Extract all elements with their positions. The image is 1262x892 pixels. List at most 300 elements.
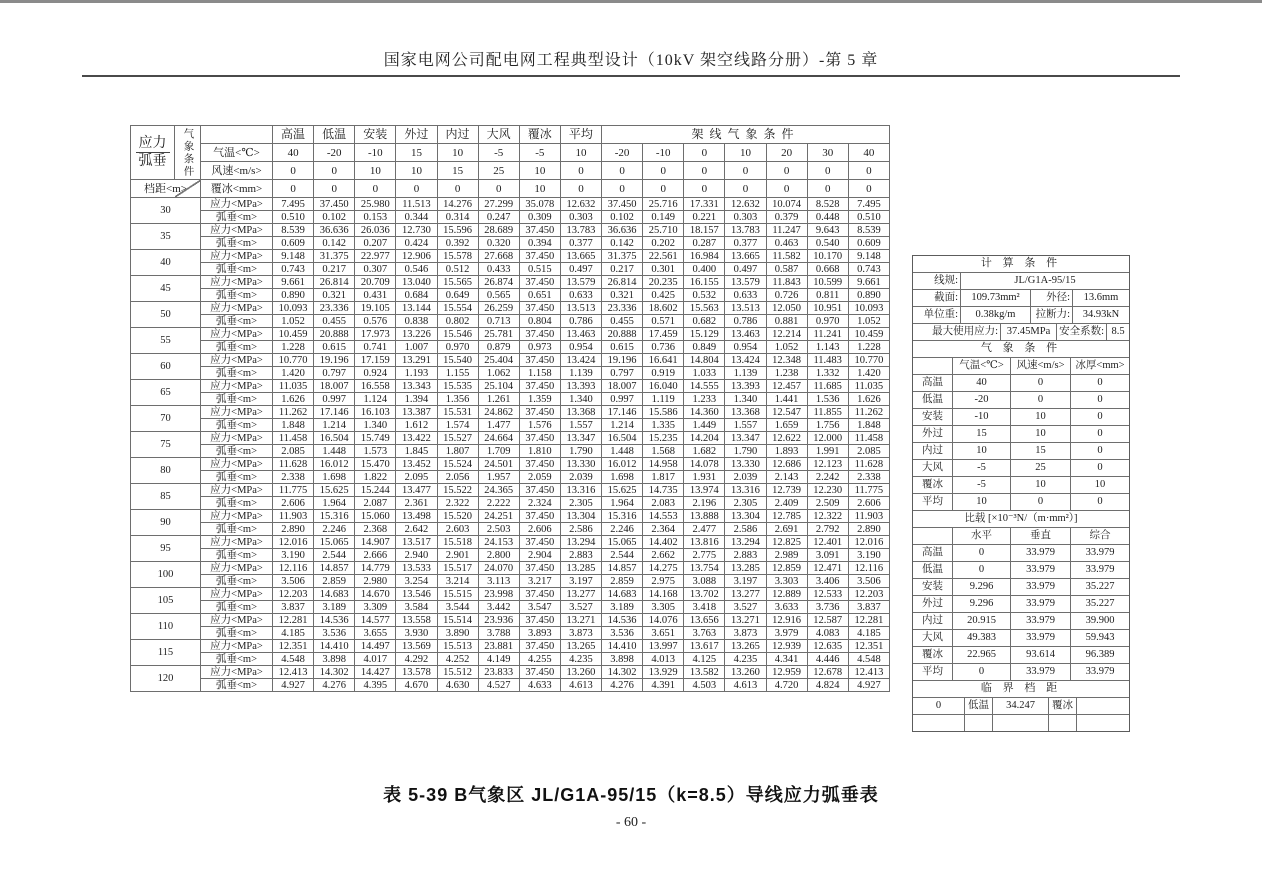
sag-row-label: 弧垂<m>	[201, 393, 273, 406]
sag-value-cell: 4.292	[396, 653, 437, 666]
span-value-cell: 30	[131, 198, 201, 224]
temperature-value-cell: -20	[314, 144, 355, 162]
sag-value-cell: 0.797	[602, 367, 643, 380]
sag-value-cell: 1.420	[273, 367, 314, 380]
sag-value-cell: 0.102	[314, 211, 355, 224]
header-row-ice	[131, 180, 890, 198]
sag-value-cell: 1.893	[766, 445, 807, 458]
calc-conditions-title	[913, 256, 1129, 273]
sag-value-cell: 1.233	[684, 393, 725, 406]
stress-value-cell: 13.533	[396, 562, 437, 575]
sag-row-label: 弧垂<m>	[201, 211, 273, 224]
temperature-value-cell: -20	[602, 144, 643, 162]
stress-value-cell: 20.888	[314, 328, 355, 341]
specific-load-data-row-cell: 33.979	[1011, 596, 1071, 612]
sag-value-cell: 0.307	[355, 263, 396, 276]
calc-condition-row-cell: 外径:	[1031, 290, 1073, 306]
sag-row-label: 弧垂<m>	[201, 367, 273, 380]
stringing-conditions-header: 架线气象条件	[602, 126, 890, 144]
sag-value-cell: 2.143	[766, 471, 807, 484]
stress-value-cell: 9.148	[273, 250, 314, 263]
stress-value-cell: 11.483	[807, 354, 848, 367]
sag-value-cell: 2.606	[273, 497, 314, 510]
stress-value-cell: 10.170	[807, 250, 848, 263]
ice-value-cell: 0	[273, 180, 314, 198]
stress-value-cell: 13.617	[684, 640, 725, 653]
stress-value-cell: 15.513	[437, 640, 478, 653]
stress-value-cell: 13.368	[560, 406, 601, 419]
sag-value-cell: 2.246	[314, 523, 355, 536]
stress-value-cell: 23.833	[478, 666, 519, 679]
sag-value-cell: 4.630	[437, 679, 478, 692]
stress-value-cell: 12.906	[396, 250, 437, 263]
specific-load-data-row-cell: 9.296	[953, 596, 1011, 612]
sag-value-cell: 1.848	[848, 419, 889, 432]
sag-value-cell: 0.433	[478, 263, 519, 276]
stress-value-cell: 12.016	[848, 536, 889, 549]
weather-data-row	[913, 443, 1129, 460]
stress-value-cell: 9.661	[848, 276, 889, 289]
stress-data-row	[131, 224, 890, 237]
sag-value-cell: 0.997	[602, 393, 643, 406]
critical-span-row-cell	[1077, 698, 1129, 714]
sag-value-cell: 4.185	[848, 627, 889, 640]
sag-value-cell: 0.615	[602, 341, 643, 354]
sag-value-cell: 4.013	[643, 653, 684, 666]
stress-value-cell: 13.304	[725, 510, 766, 523]
sag-value-cell: 2.338	[848, 471, 889, 484]
stress-row-label: 应力<MPa>	[201, 640, 273, 653]
stress-value-cell: 14.276	[437, 198, 478, 211]
weather-conditions-title-label: 气 象 条 件	[980, 342, 1062, 354]
sag-value-cell: 3.536	[314, 627, 355, 640]
stress-value-cell: 12.730	[396, 224, 437, 237]
stress-value-cell: 14.553	[643, 510, 684, 523]
condition-header-cell: 平均	[560, 126, 601, 144]
stress-value-cell: 12.859	[766, 562, 807, 575]
weather-data-row-cell: 0	[1097, 394, 1103, 405]
stress-value-cell: 17.331	[684, 198, 725, 211]
stress-value-cell: 13.498	[396, 510, 437, 523]
specific-load-data-row-cell: 9.296	[953, 579, 1011, 595]
stress-value-cell: 15.520	[437, 510, 478, 523]
sag-value-cell: 1.139	[725, 367, 766, 380]
header-row-conditions	[131, 126, 890, 144]
wind-speed-value-cell: 10	[355, 162, 396, 180]
stress-value-cell: 18.007	[602, 380, 643, 393]
sag-value-cell: 0.919	[643, 367, 684, 380]
sag-value-cell: 1.817	[643, 471, 684, 484]
stress-data-row	[131, 198, 890, 211]
stress-value-cell: 27.668	[478, 250, 519, 263]
sag-value-cell: 0.392	[437, 237, 478, 250]
sag-value-cell: 2.890	[848, 523, 889, 536]
stress-value-cell: 12.739	[766, 484, 807, 497]
sag-value-cell: 0.970	[437, 341, 478, 354]
stress-value-cell: 13.783	[560, 224, 601, 237]
sag-value-cell: 1.536	[807, 393, 848, 406]
stress-value-cell: 14.683	[314, 588, 355, 601]
stress-data-row	[131, 536, 890, 549]
sag-value-cell: 1.441	[766, 393, 807, 406]
stress-value-cell: 13.226	[396, 328, 437, 341]
sag-value-cell: 2.544	[314, 549, 355, 562]
sag-value-cell: 0.565	[478, 289, 519, 302]
sag-row-label: 弧垂<m>	[201, 419, 273, 432]
stress-value-cell: 13.569	[396, 640, 437, 653]
sag-value-cell: 1.709	[478, 445, 519, 458]
stress-value-cell: 35.078	[519, 198, 560, 211]
stress-value-cell: 11.582	[766, 250, 807, 263]
sag-value-cell: 4.252	[437, 653, 478, 666]
weather-data-row	[913, 375, 1129, 392]
sag-value-cell: 1.682	[684, 445, 725, 458]
stress-value-cell: 10.770	[273, 354, 314, 367]
sag-value-cell: 1.698	[602, 471, 643, 484]
temperature-value-cell: 10	[725, 144, 766, 162]
stress-value-cell: 12.230	[807, 484, 848, 497]
stress-value-cell: 11.262	[273, 406, 314, 419]
sag-data-row	[131, 445, 890, 458]
stress-value-cell: 13.277	[725, 588, 766, 601]
stress-data-row	[131, 432, 890, 445]
sag-value-cell: 0.615	[314, 341, 355, 354]
sag-value-cell: 1.626	[273, 393, 314, 406]
specific-load-data-row-cell: 20.915	[953, 613, 1011, 629]
sag-value-cell: 1.420	[848, 367, 889, 380]
sag-value-cell: 1.557	[725, 419, 766, 432]
stress-value-cell: 12.587	[807, 614, 848, 627]
stress-value-cell: 16.040	[643, 380, 684, 393]
stress-value-cell: 12.785	[766, 510, 807, 523]
stress-value-cell: 11.247	[766, 224, 807, 237]
sag-value-cell: 3.309	[355, 601, 396, 614]
calc-condition-row-cell: JL/G1A-95/15	[1014, 275, 1076, 286]
sag-value-cell: 2.606	[519, 523, 560, 536]
stress-value-cell: 12.889	[766, 588, 807, 601]
sag-value-cell: 0.571	[643, 315, 684, 328]
calc-condition-row	[913, 290, 1129, 307]
stress-value-cell: 13.665	[725, 250, 766, 263]
sag-value-cell: 0.786	[725, 315, 766, 328]
sag-value-cell: 1.448	[602, 445, 643, 458]
weather-condition-vertical-label: 气象条件	[182, 127, 194, 178]
wind-speed-value-cell: 15	[437, 162, 478, 180]
sag-value-cell: 1.143	[807, 341, 848, 354]
span-value-cell: 90	[131, 510, 201, 536]
stress-value-cell: 7.495	[848, 198, 889, 211]
stress-value-cell: 16.504	[314, 432, 355, 445]
sag-value-cell: 3.197	[560, 575, 601, 588]
stress-value-cell: 8.539	[848, 224, 889, 237]
stress-value-cell: 12.678	[807, 666, 848, 679]
specific-load-data-row-cell: 外过	[913, 596, 953, 612]
sag-value-cell: 0.303	[560, 211, 601, 224]
stress-value-cell: 14.360	[684, 406, 725, 419]
sag-data-row	[131, 211, 890, 224]
stress-value-cell: 12.123	[807, 458, 848, 471]
weather-header-row	[913, 358, 1129, 375]
weather-data-row-cell: -5	[953, 477, 1011, 493]
stress-row-label: 应力<MPa>	[201, 510, 273, 523]
stress-value-cell: 15.518	[437, 536, 478, 549]
sag-value-cell: 2.085	[273, 445, 314, 458]
specific-load-header-row-cell: 水平	[953, 528, 1011, 544]
stress-value-cell: 25.781	[478, 328, 519, 341]
stress-value-cell: 13.929	[643, 666, 684, 679]
stress-value-cell: 15.586	[643, 406, 684, 419]
stress-value-cell: 37.450	[519, 354, 560, 367]
specific-load-header-row-cell: 综合	[1089, 530, 1111, 541]
stress-value-cell: 13.368	[725, 406, 766, 419]
temperature-value-cell: 0	[684, 144, 725, 162]
sag-value-cell: 2.196	[684, 497, 725, 510]
stress-value-cell: 20.709	[355, 276, 396, 289]
critical-span-row	[913, 698, 1129, 715]
sag-value-cell: 2.544	[602, 549, 643, 562]
calc-condition-row-cell: 34.93kN	[1082, 309, 1120, 320]
stress-data-row	[131, 458, 890, 471]
stress-value-cell: 31.375	[314, 250, 355, 263]
stress-value-cell: 12.547	[766, 406, 807, 419]
stress-value-cell: 36.636	[314, 224, 355, 237]
stress-value-cell: 12.116	[273, 562, 314, 575]
stress-data-row	[131, 484, 890, 497]
ice-value-cell: 0	[643, 180, 684, 198]
stress-value-cell: 16.012	[602, 458, 643, 471]
stress-value-cell: 37.450	[519, 432, 560, 445]
specific-load-title	[913, 511, 1129, 528]
sag-value-cell: 2.642	[396, 523, 437, 536]
stress-row-label: 应力<MPa>	[201, 380, 273, 393]
stress-value-cell: 12.214	[766, 328, 807, 341]
stress-value-cell: 26.874	[478, 276, 519, 289]
sag-value-cell: 3.736	[807, 601, 848, 614]
stress-value-cell: 13.347	[560, 432, 601, 445]
critical-span-empty-row-cell	[913, 715, 965, 731]
sag-data-row	[131, 393, 890, 406]
sag-value-cell: 0.400	[684, 263, 725, 276]
stress-value-cell: 13.387	[396, 406, 437, 419]
stress-value-cell: 12.016	[273, 536, 314, 549]
stress-value-cell: 13.260	[725, 666, 766, 679]
ice-value-cell: 0	[684, 180, 725, 198]
condition-header-cell: 内过	[437, 126, 478, 144]
temperature-row-label: 气温<℃>	[201, 144, 273, 162]
sag-value-cell: 2.364	[643, 523, 684, 536]
sag-data-row	[131, 263, 890, 276]
specific-load-data-row-cell: 33.979	[1011, 613, 1071, 629]
stress-value-cell: 24.153	[478, 536, 519, 549]
sag-value-cell: 3.547	[519, 601, 560, 614]
stress-value-cell: 15.065	[314, 536, 355, 549]
wind-speed-value-cell: 10	[396, 162, 437, 180]
sag-value-cell: 0.633	[725, 289, 766, 302]
stress-value-cell: 14.402	[643, 536, 684, 549]
wind-speed-value-cell: 0	[602, 162, 643, 180]
stress-value-cell: 15.578	[437, 250, 478, 263]
span-value-cell: 75	[131, 432, 201, 458]
sag-value-cell: 3.527	[725, 601, 766, 614]
sag-value-cell: 1.845	[396, 445, 437, 458]
stress-value-cell: 13.463	[560, 328, 601, 341]
stress-value-cell: 15.129	[684, 328, 725, 341]
stress-value-cell: 23.881	[478, 640, 519, 653]
sag-value-cell: 1.964	[602, 497, 643, 510]
stress-row-label: 应力<MPa>	[201, 224, 273, 237]
temperature-value-cell: 10	[560, 144, 601, 162]
specific-load-header-row	[913, 528, 1129, 545]
stress-value-cell: 15.554	[437, 302, 478, 315]
stress-value-cell: 37.450	[519, 328, 560, 341]
stress-value-cell: 16.504	[602, 432, 643, 445]
sag-value-cell: 2.509	[807, 497, 848, 510]
specific-load-data-row-cell: 高温	[913, 545, 953, 561]
sag-value-cell: 3.763	[684, 627, 725, 640]
stress-value-cell: 15.316	[314, 510, 355, 523]
sag-row-label: 弧垂<m>	[201, 497, 273, 510]
sag-value-cell: 4.548	[848, 653, 889, 666]
stress-value-cell: 19.105	[355, 302, 396, 315]
stress-value-cell: 13.997	[643, 640, 684, 653]
weather-data-row-cell: 安装	[913, 409, 953, 425]
stress-value-cell: 36.636	[602, 224, 643, 237]
sag-value-cell: 0.879	[478, 341, 519, 354]
sag-value-cell: 2.859	[602, 575, 643, 588]
stress-value-cell: 7.495	[273, 198, 314, 211]
stress-value-cell: 15.535	[437, 380, 478, 393]
sag-value-cell: 1.052	[766, 341, 807, 354]
stress-value-cell: 13.578	[396, 666, 437, 679]
sag-value-cell: 0.448	[807, 211, 848, 224]
sag-value-cell: 2.775	[684, 549, 725, 562]
stress-value-cell: 11.458	[848, 432, 889, 445]
wind-speed-value-cell: 0	[807, 162, 848, 180]
stress-value-cell: 15.749	[355, 432, 396, 445]
stress-value-cell: 14.577	[355, 614, 396, 627]
critical-span-title-label: 临 界 档 距	[980, 682, 1062, 694]
sag-value-cell: 3.873	[725, 627, 766, 640]
sag-value-cell: 3.544	[437, 601, 478, 614]
stress-data-row	[131, 510, 890, 523]
weather-data-row-cell: 高温	[913, 375, 953, 391]
sag-data-row	[131, 679, 890, 692]
weather-data-row-cell: 0	[1097, 496, 1103, 507]
critical-span-title	[913, 681, 1129, 698]
stress-value-cell: 13.294	[560, 536, 601, 549]
stress-value-cell: 15.235	[643, 432, 684, 445]
stress-row-label: 应力<MPa>	[201, 614, 273, 627]
stress-value-cell: 13.316	[725, 484, 766, 497]
sag-value-cell: 3.254	[396, 575, 437, 588]
span-value-cell: 50	[131, 302, 201, 328]
sag-value-cell: 3.536	[602, 627, 643, 640]
sag-value-cell: 0.804	[519, 315, 560, 328]
sag-value-cell: 3.651	[643, 627, 684, 640]
stress-value-cell: 10.951	[807, 302, 848, 315]
ice-value-cell: 10	[519, 180, 560, 198]
corner-stress-label: 应力	[136, 135, 170, 153]
sag-value-cell: 0.217	[602, 263, 643, 276]
sag-value-cell: 0.633	[560, 289, 601, 302]
sag-value-cell: 4.633	[519, 679, 560, 692]
sag-value-cell: 4.083	[807, 627, 848, 640]
stress-value-cell: 26.036	[355, 224, 396, 237]
stress-value-cell: 24.070	[478, 562, 519, 575]
sag-value-cell: 0.344	[396, 211, 437, 224]
sag-value-cell: 0.425	[643, 289, 684, 302]
sag-value-cell: 0.321	[602, 289, 643, 302]
stress-value-cell: 14.555	[684, 380, 725, 393]
sag-value-cell: 0.743	[848, 263, 889, 276]
sag-value-cell: 0.497	[725, 263, 766, 276]
stress-value-cell: 26.814	[602, 276, 643, 289]
ice-value-cell: 0	[766, 180, 807, 198]
sag-value-cell: 1.394	[396, 393, 437, 406]
sag-value-cell: 0.377	[725, 237, 766, 250]
sag-value-cell: 2.980	[355, 575, 396, 588]
wind-speed-value-cell: 0	[643, 162, 684, 180]
calc-condition-row-cell: 0.38kg/m	[961, 307, 1031, 323]
stress-value-cell: 37.450	[519, 406, 560, 419]
specific-load-data-row-cell: 39.900	[1085, 615, 1115, 626]
ice-value-cell: 0	[355, 180, 396, 198]
stress-value-cell: 13.144	[396, 302, 437, 315]
calc-condition-row-cell: 线规:	[913, 273, 961, 289]
stress-value-cell: 10.074	[766, 198, 807, 211]
stress-value-cell: 22.977	[355, 250, 396, 263]
sag-value-cell: 3.788	[478, 627, 519, 640]
sag-value-cell: 3.930	[396, 627, 437, 640]
sag-value-cell: 3.837	[273, 601, 314, 614]
stress-value-cell: 13.579	[725, 276, 766, 289]
sag-value-cell: 2.901	[437, 549, 478, 562]
sag-value-cell: 0.424	[396, 237, 437, 250]
stress-value-cell: 16.103	[355, 406, 396, 419]
sag-value-cell: 0.497	[560, 263, 601, 276]
span-value-cell: 120	[131, 666, 201, 692]
stress-value-cell: 18.157	[684, 224, 725, 237]
sag-value-cell: 0.102	[602, 211, 643, 224]
weather-data-row-cell: 0	[1097, 428, 1103, 439]
stress-value-cell: 14.857	[602, 562, 643, 575]
sag-value-cell: 0.247	[478, 211, 519, 224]
sag-value-cell: 4.446	[807, 653, 848, 666]
specific-load-data-row-cell: 49.383	[953, 630, 1011, 646]
stress-data-row	[131, 562, 890, 575]
sag-value-cell: 3.506	[273, 575, 314, 588]
wind-speed-value-cell: 25	[478, 162, 519, 180]
temperature-value-cell: -5	[478, 144, 519, 162]
sag-row-label: 弧垂<m>	[201, 471, 273, 484]
stress-row-label: 应力<MPa>	[201, 666, 273, 679]
stress-value-cell: 12.413	[273, 666, 314, 679]
ice-value-cell: 0	[478, 180, 519, 198]
stress-value-cell: 12.635	[807, 640, 848, 653]
weather-data-row-cell: 10	[1094, 479, 1106, 490]
sag-value-cell: 0.802	[437, 315, 478, 328]
specific-load-data-row	[913, 545, 1129, 562]
sag-row-label: 弧垂<m>	[201, 341, 273, 354]
wind-speed-value-cell: 0	[766, 162, 807, 180]
stress-value-cell: 13.347	[725, 432, 766, 445]
stress-value-cell: 31.375	[602, 250, 643, 263]
sag-value-cell: 0.221	[684, 211, 725, 224]
sag-value-cell: 3.189	[314, 601, 355, 614]
stress-value-cell: 37.450	[519, 562, 560, 575]
stress-value-cell: 37.450	[519, 640, 560, 653]
stress-value-cell: 14.497	[355, 640, 396, 653]
